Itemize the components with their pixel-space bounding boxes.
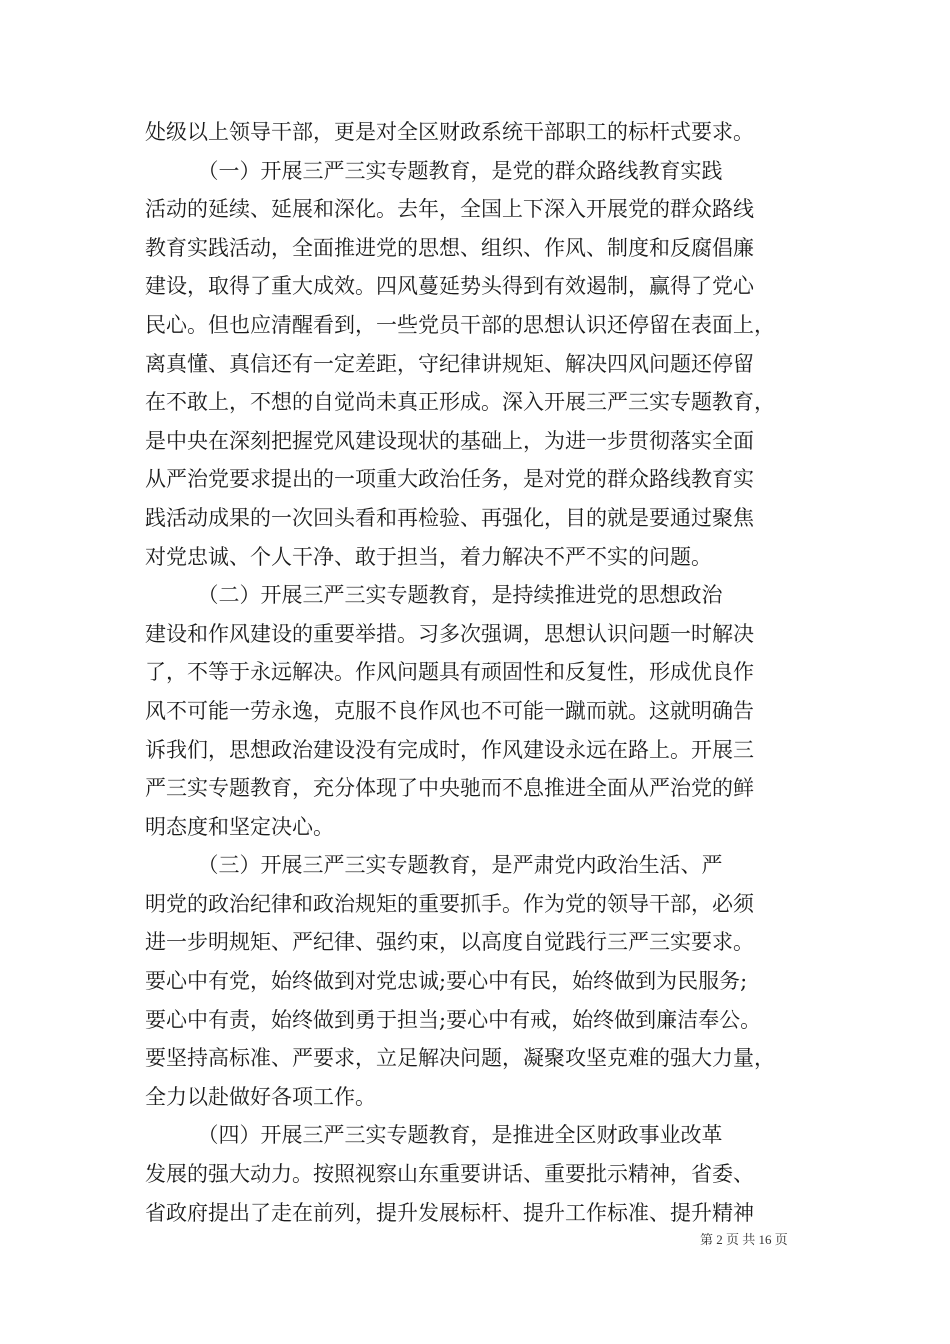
text-line: （四）开展三严三实专题教育，是推进全区财政事业改革 [145, 1123, 723, 1148]
text-line: 对党忠诚、个人干净、敢于担当，着力解决不严不实的问题。 [145, 544, 712, 569]
paragraph-section-3 [145, 846, 810, 1116]
text-line: 发展的强大动力。按照视察山东重要讲话、重要批示精神，省委、 [145, 1162, 754, 1187]
text-line: （二）开展三严三实专题教育，是持续推进党的思想政治 [145, 583, 723, 608]
text-line: 要心中有党，始终做到对党忠诚;要心中有民，始终做到为民服务; [145, 969, 748, 994]
text-line: 省政府提出了走在前列，提升发展标杆、提升工作标准、提升精神 [145, 1200, 754, 1225]
text-line: 从严治党要求提出的一项重大政治任务，是对党的群众路线教育实 [145, 467, 754, 492]
text-line: 是中央在深刻把握党风建设现状的基础上，为进一步贯彻落实全面 [145, 428, 754, 453]
paragraph-section-4 [145, 1116, 810, 1232]
text-line: 进一步明规矩、严纪律、强约束，以高度自觉践行三严三实要求。 [145, 930, 754, 955]
text-line: 建设和作风建设的重要举措。习多次强调，思想认识问题一时解决 [145, 621, 754, 646]
text-line: 在不敢上，不想的自觉尚未真正形成。深入开展三严三实专题教育， [145, 390, 775, 415]
text-line: 要坚持高标准、严要求，立足解决问题，凝聚攻坚克难的强大力量， [145, 1046, 775, 1071]
paragraph-intro-tail [145, 113, 810, 152]
text-line: 建设，取得了重大成效。四风蔓延势头得到有效遏制，赢得了党心 [145, 274, 754, 299]
page-number: 第 2 页 共 16 页 [700, 1232, 788, 1247]
text-line: （三）开展三严三实专题教育，是严肃党内政治生活、严 [145, 853, 723, 878]
paragraph-section-2 [145, 576, 810, 846]
text-line: 教育实践活动，全面推进党的思想、组织、作风、制度和反腐倡廉 [145, 235, 754, 260]
text-line: 风不可能一劳永逸，克服不良作风也不可能一蹴而就。这就明确告 [145, 698, 754, 723]
text-line: 要心中有责，始终做到勇于担当;要心中有戒，始终做到廉洁奉公。 [145, 1007, 762, 1032]
text-line: 了，不等于永远解决。作风问题具有顽固性和反复性，形成优良作 [145, 660, 754, 685]
paragraph-section-1 [145, 152, 810, 577]
text-line: 践活动成果的一次回头看和再检验、再强化，目的就是要通过聚焦 [145, 505, 754, 530]
text-line: 处级以上领导干部，更是对全区财政系统干部职工的标杆式要求。 [145, 120, 754, 144]
text-line: 严三实专题教育，充分体现了中央驰而不息推进全面从严治党的鲜 [145, 776, 754, 801]
text-line: （一）开展三严三实专题教育，是党的群众路线教育实践 [145, 158, 723, 183]
text-line: 明态度和坚定决心。 [145, 814, 334, 839]
text-line: 全力以赴做好各项工作。 [145, 1084, 376, 1109]
text-line: 离真懂、真信还有一定差距，守纪律讲规矩、解决四风问题还停留 [145, 351, 754, 376]
text-line: 活动的延续、延展和深化。去年，全国上下深入开展党的群众路线 [145, 197, 754, 222]
text-line: 明党的政治纪律和政治规矩的重要抓手。作为党的领导干部，必须 [145, 891, 754, 916]
text-line: 民心。但也应清醒看到，一些党员干部的思想认识还停留在表面上， [145, 312, 775, 337]
body-text [145, 113, 810, 1232]
text-line: 诉我们，思想政治建设没有完成时，作风建设永远在路上。开展三 [145, 737, 754, 762]
